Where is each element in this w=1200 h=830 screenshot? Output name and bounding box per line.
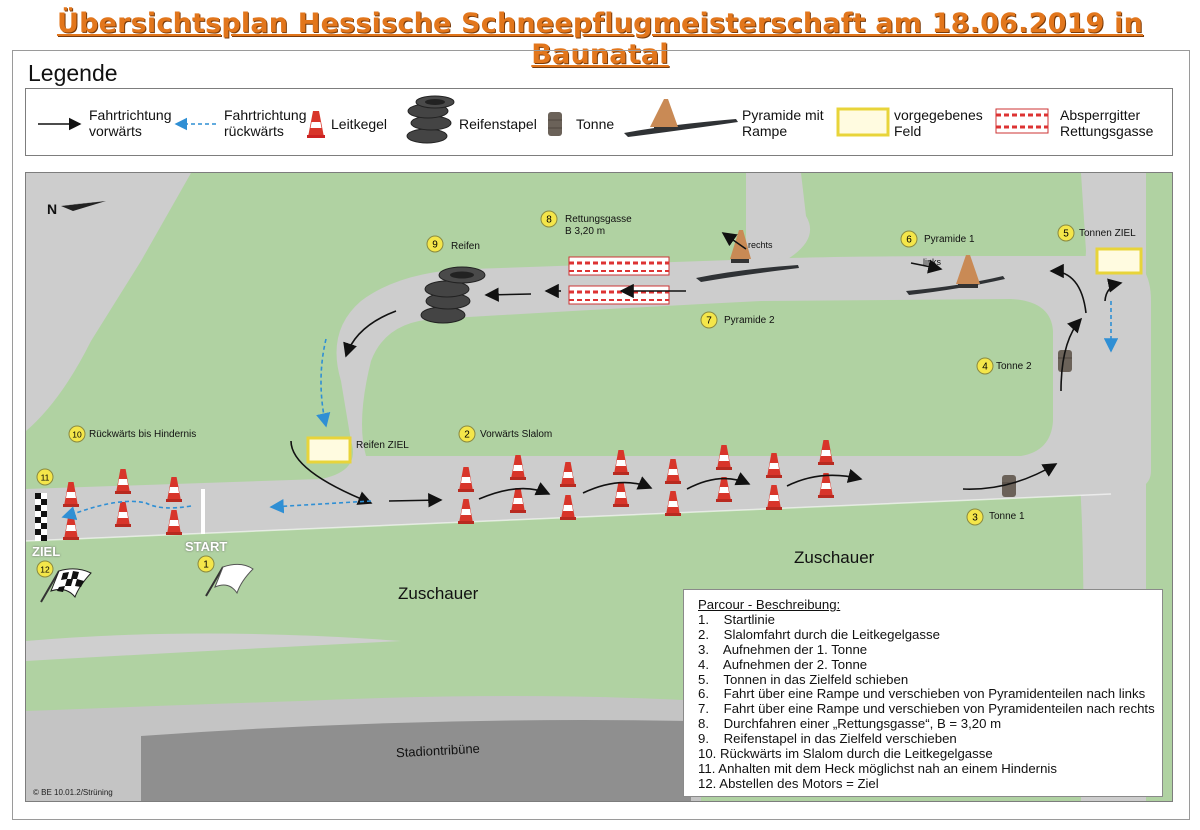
legend-pyramid-label: Pyramide mit Rampe [742, 107, 824, 139]
description-item: 6. Fahrt über eine Rampe und verschieben von Pyramidenteilen nach links [698, 686, 1146, 702]
station-number: 8 [546, 214, 552, 226]
barrel-icon [548, 112, 562, 136]
station-number: 4 [982, 361, 988, 373]
description-item: 11. Anhalten mit dem Heck möglichst nah an einem Hindernis [698, 760, 1057, 776]
description-item: 4. Aufnehmen der 2. Tonne [698, 656, 868, 672]
description-item: 1. Startlinie [698, 611, 775, 627]
station-number: 7 [706, 315, 712, 327]
pyramid-icon [624, 99, 738, 137]
barrier-icon [996, 109, 1048, 133]
station-number: 9 [432, 239, 438, 251]
spectators-right: Zuschauer [794, 548, 875, 567]
legend-heading: Legende [28, 60, 118, 86]
station-badge-11 [37, 469, 53, 485]
description-item: 12. Abstellen des Motors = Ziel [698, 775, 879, 791]
course-description [683, 589, 1163, 797]
station-9-label: Reifen [451, 241, 480, 252]
description-item: 3. Aufnehmen der 1. Tonne [698, 641, 868, 657]
station-number: 10 [72, 429, 82, 440]
station-number: 5 [1063, 228, 1069, 240]
station-number: 2 [464, 429, 470, 441]
station-10-label: Rückwärts bis Hindernis [89, 429, 197, 440]
start-line [201, 489, 205, 534]
station-badge-1 [198, 556, 214, 572]
page-title: Übersichtsplan Hessische Schneepflugmeisterschaft am 18.06.2019 in Baunatal [56, 8, 1144, 70]
station-6-label: Pyramide 1 [924, 234, 975, 245]
station-8-label: Rettungsgasse B 3,20 m [565, 214, 632, 237]
description-item: 8. Durchfahren einer „Rettungsgasse“, B = 3,20 m [698, 716, 1002, 732]
dir-links: links [923, 257, 942, 267]
cone-icon [307, 111, 325, 138]
description-item: 2. Slalomfahrt durch die Leitkegelgasse [698, 626, 940, 642]
legend-backward-label: Fahrtrichtung rückwärts [224, 107, 307, 139]
station-badge-12 [37, 561, 53, 577]
station-5-label: Tonnen ZIEL [1079, 228, 1136, 239]
start-label: START [185, 539, 228, 554]
station-number: 6 [906, 234, 912, 246]
grandstand [141, 720, 691, 801]
spectators-left: Zuschauer [398, 584, 479, 603]
grandstand-label: Stadiontribüne [395, 740, 481, 761]
description-item: 10. Rückwärts im Slalom durch die Leitkegelgasse [698, 746, 993, 762]
legend-box [25, 88, 1173, 156]
compass-label: N [47, 201, 58, 217]
description-item: 7. Fahrt über eine Rampe und verschieben von Pyramidenteilen nach rechts [698, 701, 1155, 717]
barrel-target-field [1097, 249, 1141, 273]
tire-target-label: Reifen ZIEL [356, 440, 409, 451]
station-2-label: Vorwärts Slalom [480, 429, 553, 440]
legend-cone-label: Leitkegel [331, 116, 388, 132]
station-badge-6 [901, 231, 917, 247]
legend-forward-label: Fahrtrichtung vorwärts [89, 107, 172, 139]
ziel-label: ZIEL [32, 544, 61, 559]
station-number: 3 [972, 512, 978, 524]
tire-stack-icon [407, 96, 454, 143]
station-7-label: Pyramide 2 [724, 315, 775, 326]
station-4-label: Tonne 2 [996, 361, 1032, 372]
station-number: 1 [203, 559, 209, 571]
legend-tires-label: Reifenstapel [459, 116, 537, 132]
legend-barrel-label: Tonne [576, 116, 615, 132]
target-field-icon [838, 109, 888, 135]
station-badge-2 [459, 426, 475, 442]
tire-target-field [308, 438, 350, 462]
station-number: 11 [40, 472, 50, 483]
legend-barrier-label: Absperrgitter Rettungsgasse [1060, 107, 1154, 139]
station-badge-4 [977, 358, 993, 374]
station-badge-8 [541, 211, 557, 227]
description-heading: Parcour - Beschreibung: [698, 597, 841, 612]
legend-field-label: vorgegebenes Feld [894, 107, 983, 139]
station-3-label: Tonne 1 [989, 511, 1025, 522]
copyright: © BE 10.01.2/Strüning [33, 788, 113, 797]
station-badge-7 [701, 312, 717, 328]
dir-rechts: rechts [748, 240, 773, 250]
description-list [698, 613, 1162, 792]
finish-line [35, 493, 47, 541]
description-item: 5. Tonnen in das Zielfeld schieben [698, 671, 909, 687]
station-badge-5 [1058, 225, 1074, 241]
station-badge-10 [69, 426, 85, 442]
station-badge-9 [427, 236, 443, 252]
description-item: 9. Reifenstapel in das Zielfeld verschieben [698, 731, 957, 747]
station-badge-3 [967, 509, 983, 525]
station-number: 12 [40, 564, 50, 575]
